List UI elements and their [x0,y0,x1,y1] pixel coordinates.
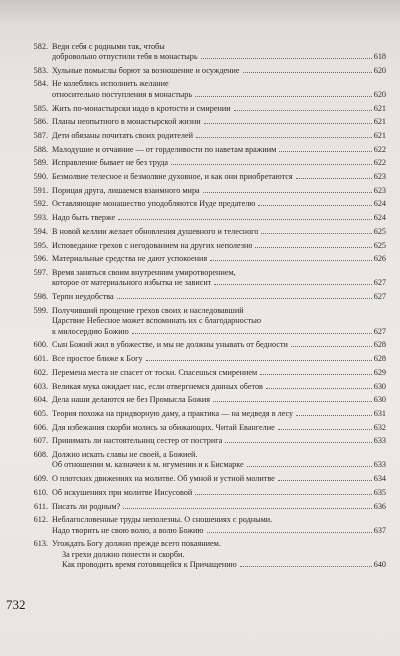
toc-entry [6,304,386,339]
entry-title [52,199,386,210]
toc-entry [6,353,386,367]
dot-leader [132,333,372,334]
entry-page-number: 618 [373,52,386,62]
entry-number: 605. [33,408,48,418]
dot-leader [196,137,372,138]
entry-page-number: 628 [373,354,386,364]
entry-title [52,382,386,393]
entry-title-line: Царствие Небесное может вспоминать их с благодарностью [52,316,262,326]
toc-entry [6,78,386,102]
entry-title-line: Неблагословенные труды неполезны. О сношениях с родными. [52,515,273,525]
entry-title-line: Материальные средства не дают успокоения [52,254,208,264]
dot-leader [247,466,372,467]
dot-leader [171,164,372,165]
entry-title [52,340,386,351]
entry-title [52,354,386,365]
entry-title [52,436,386,447]
entry-title-line: Сын Божий жил в убожестве, и мы не должны унывать от бедности [52,340,288,350]
entry-title-line: Безмолвие телесное и безмолвие духовное, и как они приобретаются [52,172,293,182]
toc-entry [6,129,386,143]
dot-leader [243,72,372,73]
entry-title [52,79,386,100]
toc-entry [6,198,386,212]
entry-title-line: Писать ли родным? [52,501,121,511]
entry-title-line: В новой келлии желает обновления душевного и телесного [52,226,259,236]
entry-title-line: Теория похожа на придворную даму, а практика — на медведя в лесу [52,408,294,418]
entry-number: 584. [33,79,48,89]
entry-page-number: 633 [373,460,386,470]
entry-number: 601. [33,354,48,364]
entry-number: 602. [33,367,48,377]
entry-title [52,158,386,169]
entry-title-line: к милосердию Божию [52,326,129,336]
dot-leader [118,219,372,220]
dot-leader [213,401,372,402]
entry-title-line: Перемена места не спасет от тоски. Спасешься смирением [52,367,258,377]
entry-page-number: 621 [373,103,386,113]
toc-entry [6,225,386,239]
entry-number: 610. [33,487,48,497]
dot-leader [278,429,372,430]
toc-entry [6,143,386,157]
entry-number: 609. [33,474,48,484]
entry-number: 611. [33,501,48,511]
entry-title [52,395,386,406]
entry-title [52,539,386,571]
entry-title [52,104,386,115]
page-number: 732 [6,597,26,612]
entry-page-number: 629 [373,367,386,377]
entry-page-number: 633 [373,436,386,446]
entry-title [52,306,386,338]
entry-title-line: Надо творить не свою волю, а волю Божию [52,525,204,535]
dot-leader [258,205,371,206]
entry-number: 595. [33,240,48,250]
dot-leader [279,151,371,152]
entry-title-line: Угождать Богу должно прежде всего покаянием. [52,539,221,549]
entry-page-number: 627 [373,278,386,288]
toc-entry [6,40,386,64]
dot-leader [260,374,372,375]
entry-title-line: Планы неопытного в монастырской жизни [52,117,201,127]
entry-number: 607. [33,436,48,446]
entry-number: 603. [33,381,48,391]
entry-title-line: относительно поступления в монастырь [52,89,193,99]
dot-leader [225,442,371,443]
dot-leader [195,96,372,97]
entry-number: 598. [33,292,48,302]
dot-leader [210,260,372,261]
dot-leader [296,178,372,179]
toc-entry [6,366,386,380]
entry-page-number: 640 [373,560,386,570]
dot-leader [203,192,372,193]
entry-title [52,66,386,77]
dot-leader [207,532,372,533]
dot-leader [266,388,372,389]
top-bleed [0,0,400,24]
toc-entry [6,435,386,449]
entry-title [52,474,386,485]
toc-entry [6,239,386,253]
entry-page-number: 627 [373,326,386,336]
entry-title [52,145,386,156]
toc-entry [6,157,386,171]
entry-title [52,227,386,238]
dot-leader [255,247,371,248]
dot-leader [291,346,372,347]
toc-entry [6,102,386,116]
entry-title-line: За грехи должно понести и скорби. [62,549,185,559]
toc-entry [6,291,386,305]
entry-title [52,423,386,434]
toc-entry [6,212,386,226]
entry-number: 613. [33,539,48,549]
dot-leader [214,284,371,285]
entry-page-number: 632 [373,422,386,432]
entry-number: 612. [33,515,48,525]
dot-leader [234,110,372,111]
toc-entry [6,339,386,353]
entry-page-number: 622 [373,144,386,154]
dot-leader [201,58,372,59]
toc-entry [6,421,386,435]
entry-title-line: Малодушие и отчаяние — от горделивости по наветам вражиим [52,144,277,154]
toc-entry [6,407,386,421]
entry-page-number: 626 [373,254,386,264]
entry-number: 600. [33,340,48,350]
entry-page-number: 620 [373,89,386,99]
entry-number: 582. [33,41,48,51]
toc-entry [6,380,386,394]
toc-entry [6,253,386,267]
entry-page-number: 620 [373,65,386,75]
entry-title-line: Великая мука ожидает нас, если отвергнемся данных обетов [52,381,263,391]
dot-leader [296,415,372,416]
entry-page-number: 637 [373,525,386,535]
entry-number: 588. [33,144,48,154]
entry-title-line: Веди себя с родными так, чтобы [52,41,165,51]
entry-title-line: Принимать ли настоятельниц сестер от пострига [52,436,223,446]
entry-title-line: Исповедание грехов с негодованием на других неполезно [52,240,253,250]
entry-title-line: Дела наши делаются не без Промысла Божия [52,395,211,405]
entry-title [52,131,386,142]
entry-title-line: Терпи неудобства [52,292,114,302]
entry-title [52,515,386,536]
entry-number: 583. [33,65,48,75]
entry-number: 594. [33,226,48,236]
entry-number: 593. [33,213,48,223]
dot-leader [261,233,371,234]
entry-page-number: 623 [373,172,386,182]
entry-page-number: 625 [373,226,386,236]
entry-title-line: Об искушениях при молитве Иисусовой [52,487,193,497]
toc-entry [6,171,386,185]
entry-number: 596. [33,254,48,264]
entry-number: 591. [33,185,48,195]
entry-number: 599. [33,305,48,315]
entry-title [52,213,386,224]
entry-title-line: Порицая друга, лишаемся взаимного мира [52,185,200,195]
dot-leader [278,480,372,481]
entry-title-line: Должно искать славы не своей, а Божией. [52,449,198,459]
entry-page-number: 628 [373,340,386,350]
entry-number: 585. [33,103,48,113]
entry-title [52,502,386,513]
entry-number: 592. [33,199,48,209]
entry-title-line: О плотских движениях на молитве. Об умной и устной молитве [52,474,275,484]
dot-leader [204,123,372,124]
entry-page-number: 624 [373,199,386,209]
entry-page-number: 636 [373,501,386,511]
entry-page-number: 630 [373,395,386,405]
toc-entry [6,473,386,487]
toc-entry [6,500,386,514]
entry-page-number: 623 [373,185,386,195]
dot-leader [123,508,372,509]
entry-title [52,254,386,265]
toc-entry [6,184,386,198]
entry-title [52,368,386,379]
dot-leader [117,298,372,299]
entry-title-line: Дети обязаны почитать своих родителей [52,131,194,141]
toc-entry [6,486,386,500]
entry-title [52,488,386,499]
toc-entry [6,514,386,538]
entry-title-line: Хульные помыслы борют за возношение и осуждение [52,65,240,75]
entry-number: 589. [33,158,48,168]
entry-title [52,42,386,63]
entry-number: 590. [33,172,48,182]
entry-title [52,292,386,303]
entry-title-line: Получивший прощение грехов своих и наследовавший [52,305,244,315]
entry-title [52,409,386,420]
entry-page-number: 631 [373,408,386,418]
entry-number: 606. [33,422,48,432]
entry-page-number: 635 [373,487,386,497]
entry-page-number: 630 [373,381,386,391]
entry-title [52,186,386,197]
entry-number: 604. [33,395,48,405]
entry-page-number: 622 [373,158,386,168]
entry-title [52,450,386,471]
table-of-contents [6,40,386,573]
entry-title [52,117,386,128]
dot-leader [240,566,372,567]
dot-leader [195,494,371,495]
entry-title-line: Об отношении м. казначеи к м. игумении и к Бисмарке [52,460,244,470]
entry-number: 608. [33,449,48,459]
entry-title-line: Как проводить время готовящейся к Причащению [62,560,237,570]
entry-page-number: 625 [373,240,386,250]
dot-leader [146,360,372,361]
entry-title-line: Все простое ближе к Богу [52,354,143,364]
toc-entry [6,116,386,130]
entry-title [52,241,386,252]
entry-title-line: Не колеблись исполнить желание [52,79,169,89]
toc-entry [6,448,386,472]
toc-entry [6,266,386,290]
toc-entry [6,64,386,78]
entry-title [52,268,386,289]
entry-title-line: Исправление бывает не без труда [52,158,169,168]
entry-title-line: Оставляющие монашество уподобляются Иуде предателю [52,199,256,209]
entry-title [52,172,386,183]
entry-page-number: 624 [373,213,386,223]
entry-title-line: Надо быть тверже [52,213,116,223]
toc-entry [6,394,386,408]
toc-entry [6,538,386,573]
entry-title-line: Жить по-монастырски надо в кротости и смирении [52,103,231,113]
entry-page-number: 621 [373,131,386,141]
entry-title-line: Время заняться своим внутренним умиротворением, [52,267,236,277]
entry-page-number: 627 [373,292,386,302]
entry-title-line: добровольно отпустили тебя в монастырь [52,52,198,62]
entry-title-line: Для избежания скорби молись за обижающих. Читай Евангелие [52,422,275,432]
entry-number: 597. [33,267,48,277]
entry-page-number: 621 [373,117,386,127]
entry-number: 586. [33,117,48,127]
entry-number: 587. [33,131,48,141]
entry-title-line: которое от материального избытка не зависит [52,278,212,288]
entry-page-number: 634 [373,474,386,484]
